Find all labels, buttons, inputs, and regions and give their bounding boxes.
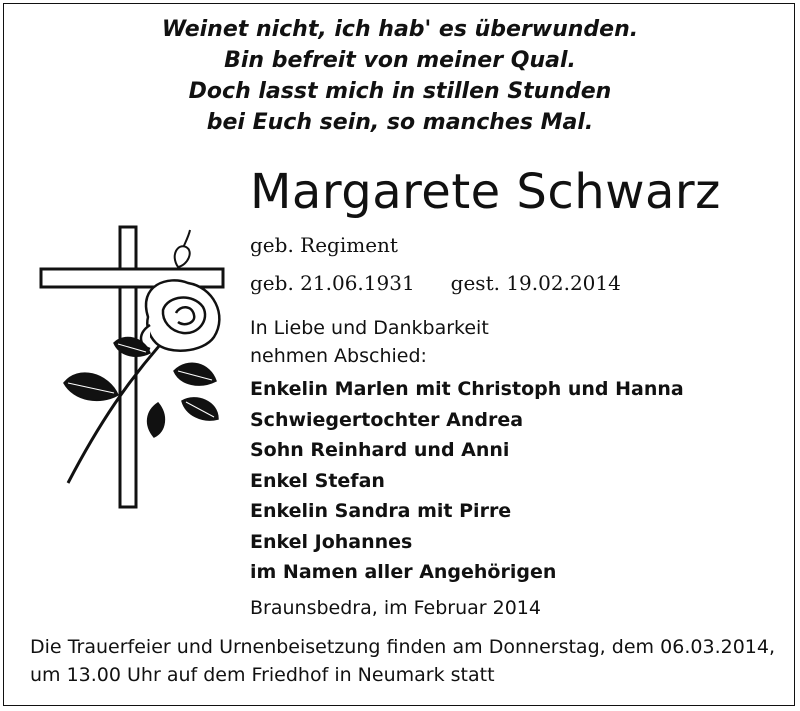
cross-with-rose-icon [38,225,228,515]
mourner-item: im Namen aller Angehörigen [250,561,557,583]
death-date: gest. 19.02.2014 [450,271,621,295]
poem-line: Weinet nicht, ich hab' es überwunden. [161,17,639,42]
mourner-item: Enkelin Sandra mit Pirre [250,500,512,522]
service-notice: Die Trauerfeier und Urnenbeisetzung finden am Donnerstag, dem 06.03.2014, um 13.00 Uhr auf dem Friedhof in Neumark statt [30,636,775,686]
mourners-intro [250,314,489,370]
deceased-name: Margarete Schwarz [250,164,721,220]
mourner-item: Enkelin Marlen mit Christoph und Hanna [250,378,684,400]
place-date: Braunsbedra, im Februar 2014 [250,597,541,619]
mourners-list [250,374,684,588]
poem-line: bei Euch sein, so manches Mal. [206,110,594,135]
mourner-item: Schwiegertochter Andrea [250,408,524,431]
birth-date: geb. 21.06.1931 [250,271,415,295]
mourner-item: Enkel Johannes [250,530,413,553]
life-dates [250,270,621,296]
intro-line: nehmen Abschied: [250,345,427,367]
mourner-item: Enkel Stefan [250,469,385,492]
mourner-item: Sohn Reinhard und Anni [250,439,510,461]
birth-name: geb. Regiment [250,233,398,257]
poem-line: Bin befreit von meiner Qual. [224,48,576,73]
intro-line: In Liebe und Dankbarkeit [250,317,489,339]
poem-line: Doch lasst mich in stillen Stunden [188,79,612,104]
poem [0,14,800,138]
